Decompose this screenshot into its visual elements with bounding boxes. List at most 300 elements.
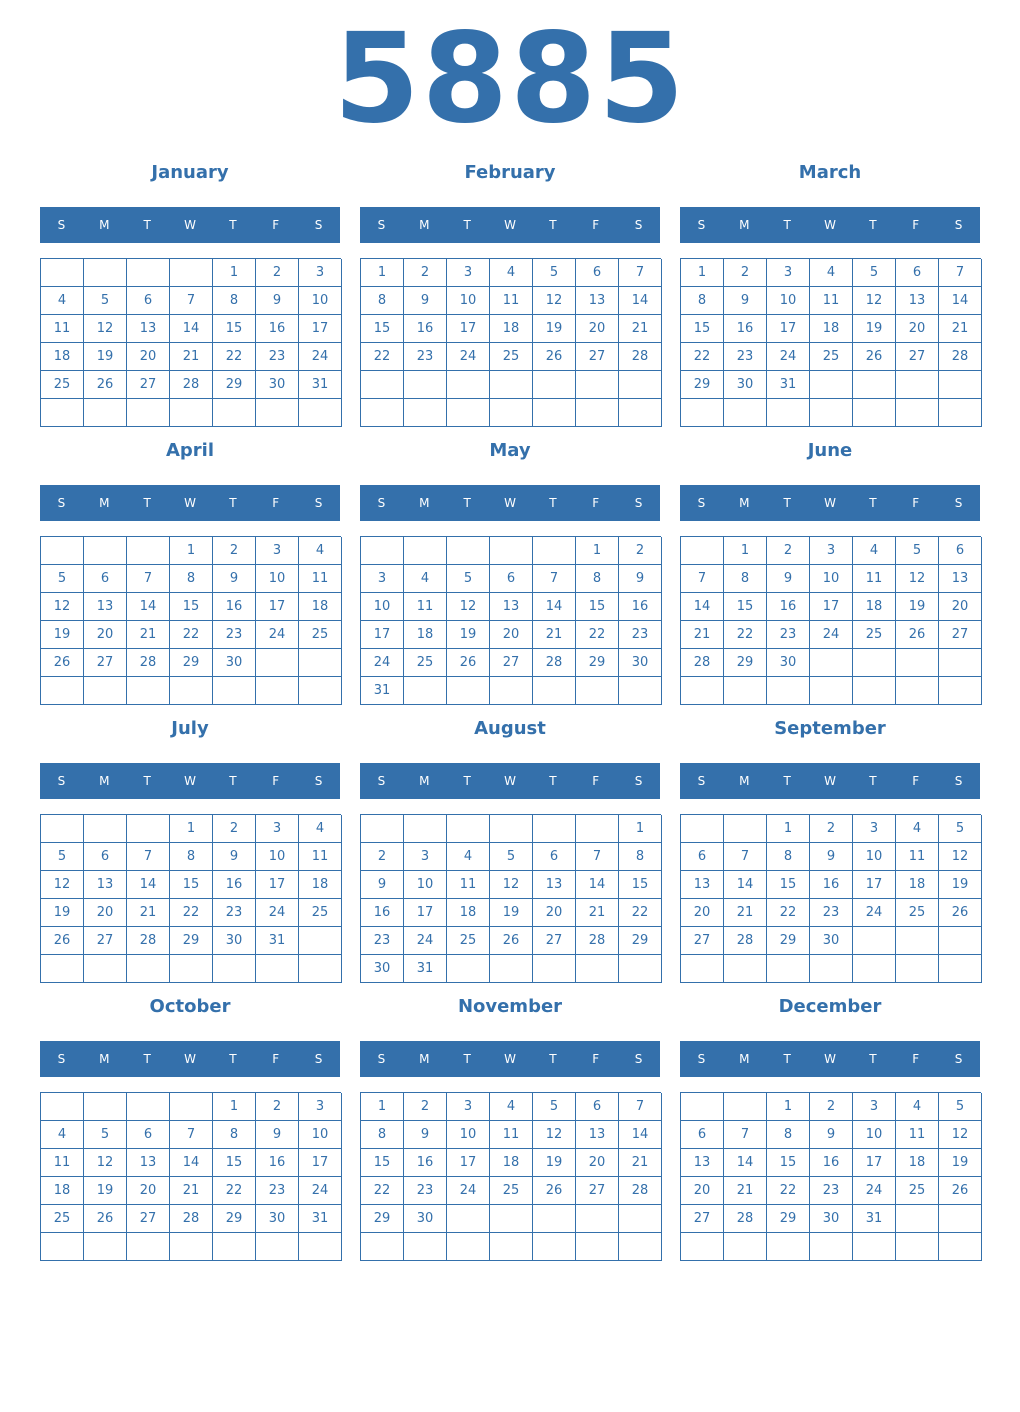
day-cell: 30 bbox=[256, 1205, 299, 1233]
day-cell: 4 bbox=[896, 1093, 939, 1121]
day-cell: 10 bbox=[447, 287, 490, 315]
weekday-label: M bbox=[99, 774, 110, 788]
day-cell: 22 bbox=[170, 621, 213, 649]
weekday-header bbox=[360, 207, 660, 243]
month-name: May bbox=[489, 440, 531, 461]
month-june bbox=[680, 438, 980, 708]
day-cell: 1 bbox=[361, 259, 404, 287]
day-cell bbox=[361, 537, 404, 565]
day-cell bbox=[299, 649, 342, 677]
day-cell: 10 bbox=[767, 287, 810, 315]
day-cell: 8 bbox=[767, 843, 810, 871]
day-cell: 22 bbox=[619, 899, 662, 927]
weekday-label: T bbox=[143, 774, 151, 788]
day-cell: 3 bbox=[810, 537, 853, 565]
weekday-label: T bbox=[549, 1052, 557, 1066]
day-cell bbox=[576, 399, 619, 427]
weekday-label: T bbox=[229, 496, 237, 510]
day-cell bbox=[533, 1233, 576, 1261]
day-cell: 8 bbox=[576, 565, 619, 593]
day-cell bbox=[533, 537, 576, 565]
day-cell: 29 bbox=[170, 927, 213, 955]
day-cell: 9 bbox=[213, 843, 256, 871]
day-cell bbox=[447, 1233, 490, 1261]
day-cell: 14 bbox=[170, 1149, 213, 1177]
day-cell bbox=[619, 955, 662, 983]
day-cell: 4 bbox=[404, 565, 447, 593]
day-cell: 18 bbox=[896, 871, 939, 899]
day-cell: 16 bbox=[213, 593, 256, 621]
day-cell: 16 bbox=[810, 871, 853, 899]
day-cell: 28 bbox=[127, 649, 170, 677]
day-cell: 16 bbox=[404, 1149, 447, 1177]
weekday-label: F bbox=[272, 218, 280, 232]
day-cell bbox=[896, 371, 939, 399]
day-cell bbox=[853, 1233, 896, 1261]
day-cell: 21 bbox=[681, 621, 724, 649]
day-cell: 9 bbox=[404, 1121, 447, 1149]
day-grid bbox=[680, 258, 981, 427]
day-cell: 26 bbox=[84, 371, 127, 399]
day-cell: 20 bbox=[896, 315, 939, 343]
day-cell: 16 bbox=[404, 315, 447, 343]
day-cell bbox=[724, 1093, 767, 1121]
weekday-label: S bbox=[634, 774, 643, 788]
day-cell: 2 bbox=[810, 815, 853, 843]
day-cell bbox=[447, 399, 490, 427]
day-cell: 24 bbox=[447, 1177, 490, 1205]
day-cell: 7 bbox=[127, 843, 170, 871]
day-cell: 26 bbox=[939, 1177, 982, 1205]
day-cell bbox=[939, 1205, 982, 1233]
weekday-label: T bbox=[143, 218, 151, 232]
weekday-label: F bbox=[592, 1052, 600, 1066]
day-cell: 1 bbox=[767, 1093, 810, 1121]
day-cell: 20 bbox=[127, 343, 170, 371]
day-cell: 29 bbox=[681, 371, 724, 399]
day-cell: 12 bbox=[490, 871, 533, 899]
day-cell bbox=[576, 1233, 619, 1261]
day-cell: 17 bbox=[853, 1149, 896, 1177]
day-cell bbox=[41, 955, 84, 983]
day-cell bbox=[533, 955, 576, 983]
day-cell bbox=[41, 399, 84, 427]
day-cell: 13 bbox=[490, 593, 533, 621]
day-grid bbox=[680, 1092, 981, 1261]
weekday-label: T bbox=[783, 218, 791, 232]
day-cell bbox=[404, 815, 447, 843]
day-cell: 3 bbox=[853, 1093, 896, 1121]
day-cell: 6 bbox=[576, 259, 619, 287]
day-cell: 29 bbox=[213, 371, 256, 399]
day-cell: 29 bbox=[767, 1205, 810, 1233]
weekday-label: F bbox=[912, 218, 920, 232]
day-cell bbox=[939, 1233, 982, 1261]
weekday-label: W bbox=[824, 774, 836, 788]
day-cell: 30 bbox=[404, 1205, 447, 1233]
day-cell: 22 bbox=[681, 343, 724, 371]
day-cell: 31 bbox=[299, 371, 342, 399]
day-cell: 14 bbox=[724, 871, 767, 899]
day-cell bbox=[896, 649, 939, 677]
day-cell: 17 bbox=[256, 871, 299, 899]
day-cell: 12 bbox=[41, 871, 84, 899]
weekday-label: S bbox=[57, 496, 66, 510]
day-cell: 10 bbox=[810, 565, 853, 593]
weekday-label: S bbox=[697, 774, 706, 788]
day-cell bbox=[681, 1233, 724, 1261]
weekday-label: S bbox=[57, 218, 66, 232]
day-cell: 13 bbox=[681, 871, 724, 899]
day-cell bbox=[576, 815, 619, 843]
day-cell bbox=[490, 815, 533, 843]
day-cell: 27 bbox=[127, 371, 170, 399]
day-cell: 25 bbox=[41, 1205, 84, 1233]
weekday-label: T bbox=[463, 218, 471, 232]
day-cell: 17 bbox=[299, 315, 342, 343]
day-cell: 3 bbox=[361, 565, 404, 593]
day-cell: 11 bbox=[41, 315, 84, 343]
day-cell: 4 bbox=[490, 1093, 533, 1121]
day-cell: 15 bbox=[619, 871, 662, 899]
day-cell: 24 bbox=[767, 343, 810, 371]
day-cell bbox=[170, 259, 213, 287]
month-september bbox=[680, 716, 980, 986]
day-cell bbox=[213, 1233, 256, 1261]
day-cell: 22 bbox=[724, 621, 767, 649]
day-cell: 16 bbox=[767, 593, 810, 621]
day-cell: 2 bbox=[404, 1093, 447, 1121]
weekday-header bbox=[360, 485, 660, 521]
day-cell: 1 bbox=[170, 815, 213, 843]
weekday-label: F bbox=[592, 774, 600, 788]
day-cell bbox=[84, 815, 127, 843]
day-cell bbox=[681, 399, 724, 427]
day-cell bbox=[213, 677, 256, 705]
day-cell: 21 bbox=[619, 315, 662, 343]
day-cell: 15 bbox=[576, 593, 619, 621]
day-cell bbox=[810, 955, 853, 983]
month-name: January bbox=[151, 162, 229, 183]
weekday-label: M bbox=[739, 218, 750, 232]
day-cell: 20 bbox=[127, 1177, 170, 1205]
day-cell bbox=[681, 815, 724, 843]
weekday-header bbox=[680, 485, 980, 521]
day-cell: 26 bbox=[41, 927, 84, 955]
day-cell bbox=[256, 399, 299, 427]
day-cell: 23 bbox=[361, 927, 404, 955]
day-cell: 1 bbox=[361, 1093, 404, 1121]
day-cell bbox=[767, 677, 810, 705]
day-cell bbox=[84, 1233, 127, 1261]
day-cell bbox=[361, 371, 404, 399]
weekday-label: S bbox=[314, 496, 323, 510]
day-cell bbox=[724, 955, 767, 983]
day-cell: 2 bbox=[404, 259, 447, 287]
day-cell bbox=[853, 677, 896, 705]
weekday-label: S bbox=[954, 774, 963, 788]
day-cell bbox=[939, 955, 982, 983]
day-cell: 26 bbox=[447, 649, 490, 677]
day-cell bbox=[256, 1233, 299, 1261]
day-cell: 22 bbox=[361, 1177, 404, 1205]
day-cell bbox=[533, 815, 576, 843]
day-cell bbox=[490, 399, 533, 427]
day-cell bbox=[256, 677, 299, 705]
day-grid bbox=[40, 258, 341, 427]
day-cell bbox=[170, 1233, 213, 1261]
day-cell: 21 bbox=[533, 621, 576, 649]
day-cell: 24 bbox=[853, 1177, 896, 1205]
day-cell bbox=[361, 1233, 404, 1261]
day-cell: 16 bbox=[213, 871, 256, 899]
day-cell: 29 bbox=[619, 927, 662, 955]
day-cell: 14 bbox=[724, 1149, 767, 1177]
day-cell bbox=[896, 1205, 939, 1233]
day-cell: 7 bbox=[681, 565, 724, 593]
day-cell: 17 bbox=[256, 593, 299, 621]
day-grid bbox=[360, 258, 661, 427]
day-cell bbox=[41, 259, 84, 287]
day-cell: 31 bbox=[404, 955, 447, 983]
day-cell: 29 bbox=[767, 927, 810, 955]
weekday-label: T bbox=[463, 1052, 471, 1066]
day-cell: 9 bbox=[256, 1121, 299, 1149]
day-cell: 15 bbox=[767, 871, 810, 899]
day-cell: 11 bbox=[447, 871, 490, 899]
weekday-label: F bbox=[272, 1052, 280, 1066]
day-cell: 27 bbox=[681, 1205, 724, 1233]
day-cell bbox=[853, 955, 896, 983]
day-cell bbox=[84, 1093, 127, 1121]
weekday-label: F bbox=[912, 774, 920, 788]
weekday-label: M bbox=[419, 774, 430, 788]
day-cell: 22 bbox=[767, 1177, 810, 1205]
day-cell: 1 bbox=[724, 537, 767, 565]
day-cell bbox=[724, 399, 767, 427]
day-cell: 28 bbox=[939, 343, 982, 371]
weekday-label: M bbox=[99, 496, 110, 510]
day-cell bbox=[896, 927, 939, 955]
day-cell bbox=[299, 1233, 342, 1261]
day-cell: 29 bbox=[170, 649, 213, 677]
day-cell: 7 bbox=[576, 843, 619, 871]
day-cell: 12 bbox=[447, 593, 490, 621]
day-cell: 8 bbox=[170, 565, 213, 593]
weekday-label: S bbox=[634, 496, 643, 510]
day-cell: 15 bbox=[170, 871, 213, 899]
weekday-label: F bbox=[272, 496, 280, 510]
weekday-label: S bbox=[57, 1052, 66, 1066]
weekday-label: M bbox=[99, 218, 110, 232]
day-cell: 19 bbox=[896, 593, 939, 621]
day-cell: 7 bbox=[724, 1121, 767, 1149]
day-cell bbox=[853, 371, 896, 399]
day-cell: 14 bbox=[576, 871, 619, 899]
weekday-label: S bbox=[697, 496, 706, 510]
day-cell bbox=[41, 677, 84, 705]
day-cell bbox=[939, 649, 982, 677]
day-cell: 5 bbox=[533, 259, 576, 287]
day-cell bbox=[299, 677, 342, 705]
weekday-label: W bbox=[824, 1052, 836, 1066]
day-cell: 26 bbox=[533, 343, 576, 371]
day-cell: 23 bbox=[213, 899, 256, 927]
day-cell: 4 bbox=[490, 259, 533, 287]
weekday-label: T bbox=[549, 218, 557, 232]
day-cell: 13 bbox=[896, 287, 939, 315]
weekday-label: T bbox=[143, 1052, 151, 1066]
day-cell: 15 bbox=[361, 315, 404, 343]
weekday-label: S bbox=[377, 774, 386, 788]
day-cell: 8 bbox=[361, 287, 404, 315]
day-cell: 5 bbox=[84, 1121, 127, 1149]
day-cell: 17 bbox=[404, 899, 447, 927]
day-cell: 10 bbox=[853, 1121, 896, 1149]
day-cell: 30 bbox=[361, 955, 404, 983]
day-cell: 3 bbox=[447, 259, 490, 287]
day-cell: 28 bbox=[681, 649, 724, 677]
day-cell: 4 bbox=[299, 815, 342, 843]
weekday-label: S bbox=[954, 1052, 963, 1066]
weekday-label: W bbox=[504, 774, 516, 788]
day-cell: 12 bbox=[533, 1121, 576, 1149]
day-cell: 25 bbox=[810, 343, 853, 371]
day-cell bbox=[810, 649, 853, 677]
day-cell bbox=[810, 1233, 853, 1261]
day-cell: 13 bbox=[681, 1149, 724, 1177]
day-cell: 11 bbox=[299, 843, 342, 871]
day-cell: 16 bbox=[256, 1149, 299, 1177]
month-february bbox=[360, 160, 660, 430]
weekday-header bbox=[680, 1041, 980, 1077]
day-cell: 22 bbox=[170, 899, 213, 927]
day-cell: 26 bbox=[533, 1177, 576, 1205]
day-cell bbox=[84, 399, 127, 427]
day-cell: 25 bbox=[447, 927, 490, 955]
day-cell: 21 bbox=[170, 1177, 213, 1205]
day-cell bbox=[896, 399, 939, 427]
day-cell bbox=[767, 1233, 810, 1261]
day-cell: 27 bbox=[84, 649, 127, 677]
day-grid bbox=[360, 536, 661, 705]
day-grid bbox=[40, 536, 341, 705]
day-cell: 31 bbox=[853, 1205, 896, 1233]
day-cell bbox=[41, 1233, 84, 1261]
day-cell: 18 bbox=[447, 899, 490, 927]
day-cell: 5 bbox=[84, 287, 127, 315]
day-cell: 23 bbox=[256, 1177, 299, 1205]
day-cell: 3 bbox=[299, 1093, 342, 1121]
day-cell: 30 bbox=[256, 371, 299, 399]
day-cell: 14 bbox=[681, 593, 724, 621]
day-cell: 25 bbox=[853, 621, 896, 649]
day-cell: 17 bbox=[361, 621, 404, 649]
day-cell bbox=[127, 1233, 170, 1261]
day-cell bbox=[213, 399, 256, 427]
day-cell bbox=[896, 677, 939, 705]
year-title: 5885 bbox=[333, 7, 687, 151]
day-cell: 30 bbox=[213, 927, 256, 955]
weekday-label: W bbox=[504, 1052, 516, 1066]
day-cell: 26 bbox=[41, 649, 84, 677]
day-cell: 3 bbox=[447, 1093, 490, 1121]
weekday-label: F bbox=[912, 496, 920, 510]
day-cell bbox=[170, 955, 213, 983]
day-grid bbox=[40, 814, 341, 983]
day-cell: 23 bbox=[619, 621, 662, 649]
day-cell: 1 bbox=[576, 537, 619, 565]
weekday-label: T bbox=[463, 496, 471, 510]
day-cell: 15 bbox=[213, 1149, 256, 1177]
weekday-label: T bbox=[869, 1052, 877, 1066]
weekday-label: T bbox=[229, 774, 237, 788]
month-december bbox=[680, 994, 980, 1264]
day-cell: 7 bbox=[170, 287, 213, 315]
day-cell: 6 bbox=[681, 1121, 724, 1149]
day-cell: 5 bbox=[533, 1093, 576, 1121]
day-cell: 6 bbox=[490, 565, 533, 593]
day-cell: 2 bbox=[213, 815, 256, 843]
day-cell: 26 bbox=[896, 621, 939, 649]
day-cell bbox=[490, 371, 533, 399]
day-cell bbox=[810, 677, 853, 705]
day-cell: 2 bbox=[256, 1093, 299, 1121]
day-cell bbox=[299, 399, 342, 427]
day-cell bbox=[767, 399, 810, 427]
day-cell: 15 bbox=[361, 1149, 404, 1177]
month-name: April bbox=[165, 440, 215, 461]
day-cell: 15 bbox=[767, 1149, 810, 1177]
day-cell bbox=[619, 399, 662, 427]
day-cell bbox=[447, 955, 490, 983]
day-cell: 29 bbox=[724, 649, 767, 677]
day-cell: 8 bbox=[361, 1121, 404, 1149]
weekday-label: S bbox=[377, 1052, 386, 1066]
weekday-label: W bbox=[824, 496, 836, 510]
day-cell: 2 bbox=[256, 259, 299, 287]
day-cell: 31 bbox=[767, 371, 810, 399]
day-cell: 7 bbox=[724, 843, 767, 871]
month-name: February bbox=[464, 162, 556, 183]
day-cell: 5 bbox=[447, 565, 490, 593]
day-cell: 24 bbox=[256, 621, 299, 649]
day-cell: 10 bbox=[853, 843, 896, 871]
day-cell bbox=[724, 1233, 767, 1261]
day-cell: 18 bbox=[299, 871, 342, 899]
day-cell: 20 bbox=[939, 593, 982, 621]
day-cell: 18 bbox=[896, 1149, 939, 1177]
weekday-label: S bbox=[377, 218, 386, 232]
month-october bbox=[40, 994, 340, 1264]
day-cell: 21 bbox=[939, 315, 982, 343]
weekday-label: W bbox=[184, 496, 196, 510]
day-cell: 14 bbox=[939, 287, 982, 315]
day-cell: 26 bbox=[84, 1205, 127, 1233]
weekday-label: T bbox=[463, 774, 471, 788]
day-cell: 22 bbox=[576, 621, 619, 649]
day-cell: 29 bbox=[213, 1205, 256, 1233]
day-cell bbox=[447, 815, 490, 843]
day-cell bbox=[361, 399, 404, 427]
day-cell: 5 bbox=[41, 843, 84, 871]
day-cell: 28 bbox=[170, 371, 213, 399]
day-cell bbox=[576, 677, 619, 705]
day-cell: 19 bbox=[939, 871, 982, 899]
day-cell: 14 bbox=[127, 871, 170, 899]
day-cell: 23 bbox=[724, 343, 767, 371]
day-cell: 24 bbox=[256, 899, 299, 927]
